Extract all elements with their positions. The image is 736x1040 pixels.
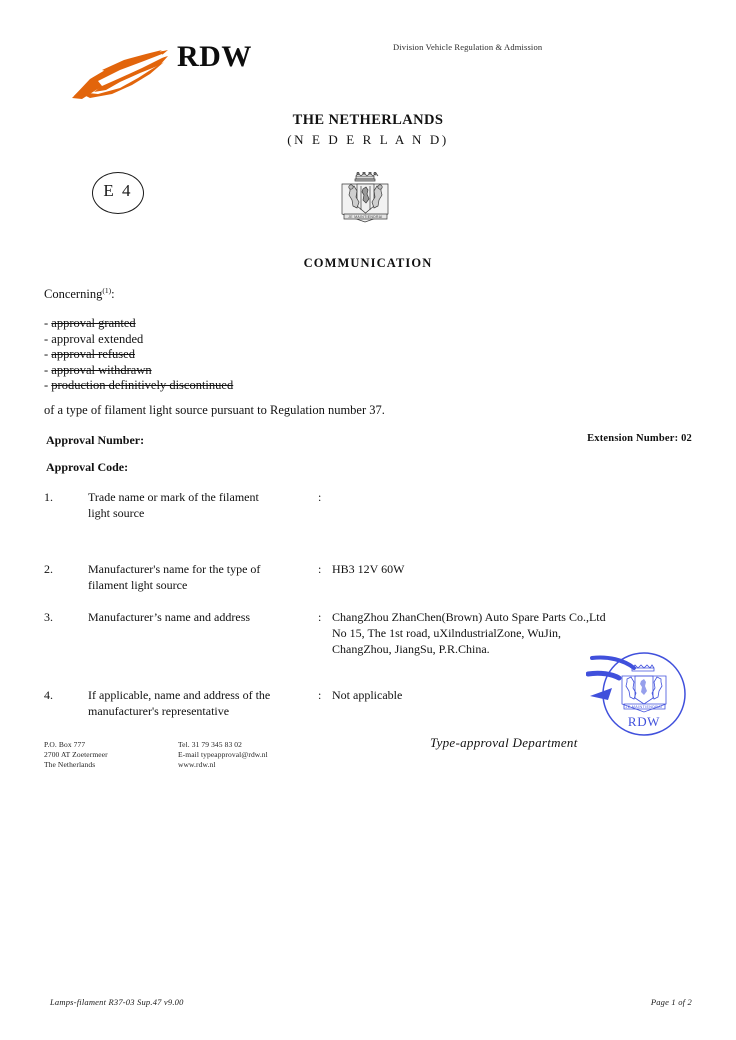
item-colon: : (318, 562, 322, 576)
option-production-discontinued (44, 378, 233, 394)
item-value-line-1: ChangZhou ZhanChen(Brown) Auto Spare Parts Co.,Ltd (332, 610, 606, 624)
item-colon: : (318, 610, 322, 624)
concerning-options-list (44, 316, 233, 394)
item-value (332, 561, 702, 577)
approval-code-label: Approval Code: (46, 460, 129, 474)
item-number: 1. (44, 490, 53, 504)
item-label (88, 687, 328, 719)
website: www.rdw.nl (178, 760, 216, 769)
item-label-line-2: light source (88, 506, 145, 520)
footer-document-ref: Lamps-filament R37-03 Sup.47 v9.00 (50, 997, 184, 1007)
concerning-label (44, 286, 115, 302)
item-label-line-1: If applicable, name and address of the (88, 688, 271, 702)
item-number: 2. (44, 562, 53, 576)
option-label: approval extended (51, 331, 144, 346)
item-number: 3. (44, 610, 53, 624)
option-dash: - (44, 378, 49, 393)
item-label-line-2: manufacturer's representative (88, 704, 230, 718)
rdw-feather-logo-icon (72, 48, 172, 100)
option-dash: - (44, 331, 49, 346)
country-name-nl: (N E D E R L A N D) (287, 132, 449, 147)
stamp-label: RDW (627, 714, 661, 729)
option-dash: - (44, 347, 49, 362)
footer-page-number: Page 1 of 2 (650, 997, 692, 1007)
svg-text:JE MAINTIENDRAI: JE MAINTIENDRAI (348, 214, 383, 219)
item-label-line-2: filament light source (88, 578, 188, 592)
rdw-logo (72, 40, 262, 102)
stamp-motto: JE MAINTIENDRAI (625, 705, 663, 709)
item-number: 4. (44, 688, 53, 702)
option-dash: - (44, 362, 49, 377)
option-dash: - (44, 316, 49, 330)
postal-city: 2700 AT Zoetermeer (44, 750, 108, 759)
item-value-line-2: No 15, The 1st road, uXilndustrialZone, WuJin, (332, 626, 562, 640)
concerning-text: Concerning (44, 287, 103, 302)
extension-number: Extension Number: 02 (587, 433, 692, 444)
option-approval-extended (44, 332, 233, 348)
approval-number-label: Approval Number: (46, 433, 145, 447)
telephone: Tel. 31 79 345 83 02 (178, 740, 242, 749)
item-value-line-3: ChangZhou, JiangSu, P.R.China. (332, 642, 490, 656)
item-label (88, 489, 328, 521)
contact-address-left (44, 740, 108, 770)
rdw-logo-text: RDW (177, 40, 252, 73)
option-label: approval granted (51, 316, 136, 330)
rdw-approval-stamp-icon (586, 652, 694, 740)
item-label-line-1: Manufacturer’s name and address (88, 610, 251, 624)
option-label: approval withdrawn (51, 362, 152, 377)
item-value-line-1: HB3 12V 60W (332, 562, 405, 576)
email: E-mail typeapproval@rdw.nl (178, 750, 268, 759)
option-label: approval refused (51, 347, 135, 362)
e-mark-label: E 4 (103, 181, 133, 200)
item-colon: : (318, 490, 322, 504)
option-approval-withdrawn (44, 363, 233, 379)
e-mark-badge (92, 172, 146, 216)
country-heading (0, 112, 736, 148)
option-label: production definitively discontinued (51, 378, 234, 393)
communication-title: COMMUNICATION (303, 256, 433, 270)
division-label: Division Vehicle Regulation & Admission (393, 42, 543, 52)
concerning-colon: : (111, 287, 115, 302)
item-value (332, 609, 702, 657)
pursuant-text: of a type of filament light source pursuant to Regulation number 37. (44, 403, 385, 417)
contact-address-right (178, 740, 268, 770)
netherlands-coat-of-arms-icon (330, 172, 400, 228)
country: The Netherlands (44, 760, 96, 769)
item-label (88, 561, 328, 593)
concerning-footnote-marker: (1) (102, 286, 112, 295)
item-label (88, 609, 328, 625)
item-colon: : (318, 688, 322, 702)
option-approval-refused (44, 347, 233, 363)
po-box: P.O. Box 777 (44, 740, 86, 749)
signature-department: Type-approval Department (430, 735, 578, 750)
item-label-line-1: Manufacturer's name for the type of (88, 562, 261, 576)
option-approval-granted (44, 316, 233, 332)
item-value-line-1: Not applicable (332, 688, 403, 702)
item-label-line-1: Trade name or mark of the filament (88, 490, 259, 504)
country-name-en: THE NETHERLANDS (292, 112, 444, 128)
